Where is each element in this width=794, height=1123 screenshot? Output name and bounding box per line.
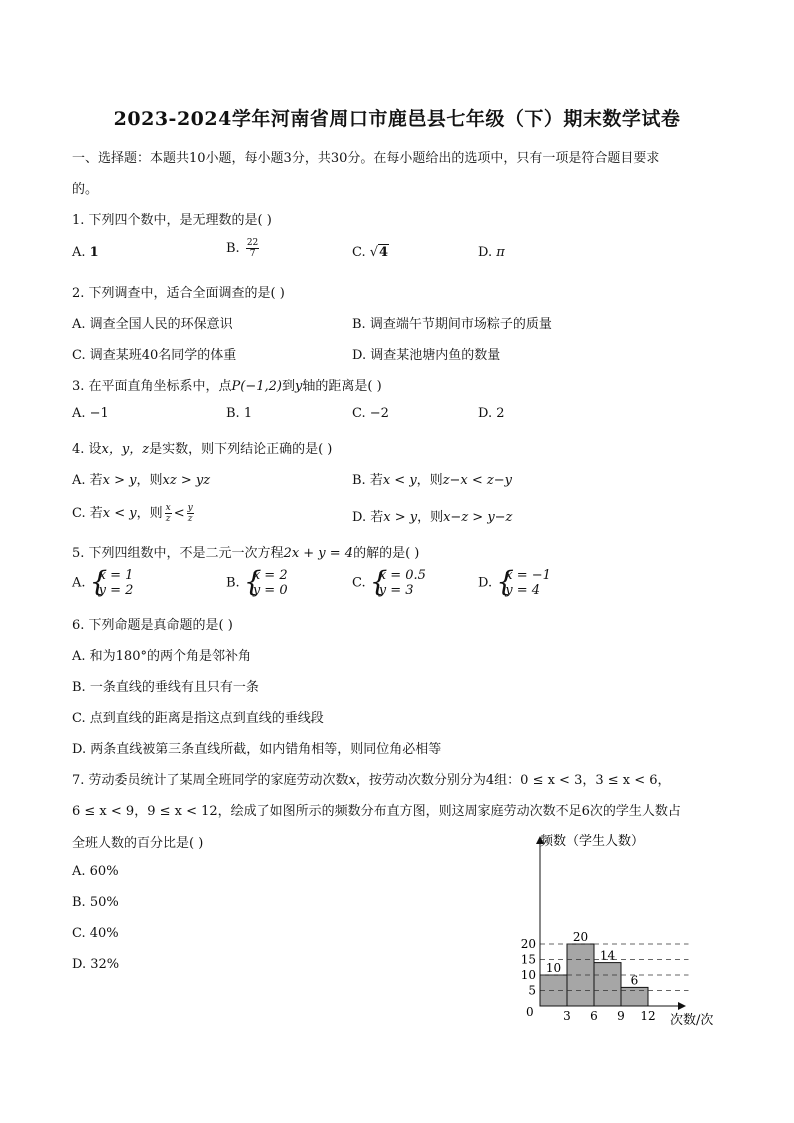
denominator: z <box>187 514 193 524</box>
q5-option-b[interactable] <box>226 565 288 598</box>
q1-option-a[interactable] <box>72 245 99 260</box>
option-value: π <box>496 245 505 260</box>
y-tick-label: 20 <box>520 937 536 951</box>
denominator: 7 <box>249 249 256 259</box>
fraction <box>246 238 259 259</box>
q3-stem-pre: 3. 在平面直角坐标系中，点 <box>72 379 232 394</box>
bar-data-label: 14 <box>599 948 616 963</box>
q7-line2: 6 ≤ x < 9，9 ≤ x < 12，绘成了如图所示的频数分布直方图，则这周家庭劳动次数不足6次的学生人数占 <box>72 804 681 819</box>
q2-option-b[interactable]: B. 调查端午节期间市场粽子的质量 <box>352 317 552 332</box>
x-axis-arrow <box>678 1002 686 1010</box>
q1-option-b[interactable] <box>226 238 261 259</box>
numerator: 22 <box>246 238 259 248</box>
bar-data-label: 20 <box>572 930 589 944</box>
q4-stem <box>72 438 332 457</box>
option-text: ，则 <box>417 510 444 525</box>
q4-stem-pre: 4. 设 <box>72 442 102 457</box>
q5-stem <box>72 542 419 561</box>
q6-option-c[interactable]: C. 点到直线的距离是指这点到直线的垂线段 <box>72 711 324 726</box>
equation-line: x = 0.5 <box>378 568 426 583</box>
q7-option-c[interactable]: C. 40% <box>72 926 119 941</box>
frequency-histogram <box>510 826 730 1036</box>
q7-line3: 全班人数的百分比是( ) <box>72 836 204 851</box>
equation-line: y = 3 <box>378 583 414 598</box>
x-tick-label: 9 <box>617 1009 625 1023</box>
q5-equation: 2x + y = 4 <box>283 546 354 561</box>
equation-system <box>369 565 426 598</box>
option-value: 1 <box>89 245 99 260</box>
condition: x < y <box>102 506 137 521</box>
q1-option-d[interactable] <box>478 245 505 260</box>
bar-data-label: 10 <box>545 961 562 975</box>
q3-point: P(−1,2) <box>231 379 283 394</box>
option-text: ，则 <box>136 473 163 488</box>
equation-system <box>496 565 551 598</box>
equation-system <box>243 565 288 598</box>
option-label: C. <box>352 245 370 260</box>
result: xz > yz <box>162 473 211 488</box>
equation-system <box>89 565 134 598</box>
q4-option-b[interactable] <box>352 469 512 488</box>
q4-option-a[interactable] <box>72 469 210 488</box>
q7-line1 <box>72 769 671 788</box>
left-brace: { <box>369 565 388 598</box>
q3-option-c[interactable]: C. −2 <box>352 406 389 421</box>
q6-option-a[interactable]: A. 和为180°的两个角是邻补角 <box>72 649 251 664</box>
q5-option-a[interactable] <box>72 565 134 598</box>
q6-stem: 6. 下列命题是真命题的是( ) <box>72 618 233 633</box>
x-tick-label: 12 <box>640 1009 656 1023</box>
q6-option-d[interactable]: D. 两条直线被第三条直线所截，如内错角相等，则同位角必相等 <box>72 742 442 757</box>
option-label: B. <box>226 575 244 591</box>
q7-var: x <box>348 773 356 788</box>
q3-option-b[interactable]: B. 1 <box>226 406 253 421</box>
q1-option-c[interactable] <box>352 245 389 260</box>
equation-line: y = 0 <box>252 583 288 598</box>
histogram-bar <box>594 963 621 1006</box>
option-text: ，则 <box>136 506 163 521</box>
y-tick-label: 5 <box>528 983 536 998</box>
q7-option-d[interactable]: D. 32% <box>72 957 120 972</box>
result: z−x < z−y <box>442 473 513 488</box>
result: x−z > y−z <box>443 510 513 525</box>
less-than: < <box>173 506 185 521</box>
square-root: √4 <box>369 245 389 260</box>
y-tick-label: 10 <box>520 968 536 982</box>
q3-stem-mid: 到 <box>282 379 296 394</box>
y-axis-title: 频数（学生人数） <box>540 834 645 849</box>
section-heading-line1: 一、选择题：本题共10小题，每小题3分，共30分。在每小题给出的选项中，只有一项是符合题目要求 <box>72 151 660 166</box>
q3-stem-post: 轴的距离是( ) <box>302 379 382 394</box>
q4-option-c[interactable] <box>72 502 196 524</box>
x-tick-label: 6 <box>590 1009 598 1023</box>
equation-line: x = −1 <box>505 568 551 583</box>
fraction-y-over-z <box>187 503 194 524</box>
option-text: C. 若 <box>72 506 103 521</box>
option-text: B. 若 <box>352 473 383 488</box>
q2-option-a[interactable]: A. 调查全国人民的环保意识 <box>72 317 233 332</box>
numerator: x <box>165 503 171 513</box>
option-label: A. <box>72 575 90 591</box>
q5-option-c[interactable] <box>352 565 426 598</box>
numerator: y <box>187 503 193 513</box>
q2-option-c[interactable]: C. 调查某班40名同学的体重 <box>72 348 237 363</box>
option-label: B. <box>226 241 244 256</box>
q5-stem-pre: 5. 下列四组数中，不是二元一次方程 <box>72 546 284 561</box>
condition: x < y <box>382 473 417 488</box>
x-axis-title: 次数/次 <box>670 1013 714 1028</box>
left-brace: { <box>243 565 262 598</box>
condition: x > y <box>102 473 137 488</box>
equation-line: y = 4 <box>505 583 541 598</box>
origin-label: 0 <box>526 1005 534 1019</box>
q4-option-d[interactable] <box>352 506 512 525</box>
q1-stem: 1. 下列四个数中，是无理数的是( ) <box>72 213 272 228</box>
q7-option-b[interactable]: B. 50% <box>72 895 119 910</box>
q7-line1-post: ，按劳动次数分别分为4组：0 ≤ x < 3，3 ≤ x < 6， <box>355 773 671 788</box>
q3-option-a[interactable]: A. −1 <box>72 406 109 421</box>
option-label: D. <box>478 245 497 260</box>
left-brace: { <box>89 565 108 598</box>
radicand: 4 <box>379 245 389 260</box>
q2-stem: 2. 下列调查中，适合全面调查的是( ) <box>72 286 285 301</box>
condition: x > y <box>383 510 418 525</box>
q7-line1-pre: 7. 劳动委员统计了某周全班同学的家庭劳动次数 <box>72 773 349 788</box>
equation-line: x = 1 <box>98 568 134 583</box>
q4-stem-post: 是实数，则下列结论正确的是( ) <box>149 442 333 457</box>
option-label: C. <box>352 575 370 591</box>
exam-title: 2023-2024学年河南省周口市鹿邑县七年级（下）期末数学试卷 <box>113 108 681 130</box>
bar-data-label: 6 <box>630 973 639 988</box>
x-tick-label: 3 <box>563 1009 571 1023</box>
option-text: ，则 <box>416 473 443 488</box>
q7-option-a[interactable]: A. 60% <box>72 864 119 879</box>
q3-option-d[interactable]: D. 2 <box>478 406 505 421</box>
option-label: D. <box>478 575 497 591</box>
equation-line: x = 2 <box>252 568 288 583</box>
option-text: A. 若 <box>72 473 103 488</box>
fraction-x-over-z <box>165 503 172 524</box>
option-text: D. 若 <box>352 510 384 525</box>
q5-option-d[interactable] <box>478 565 551 598</box>
left-brace: { <box>496 565 515 598</box>
q4-vars: x，y，z <box>101 442 150 457</box>
y-tick-label: 15 <box>520 952 536 967</box>
option-label: A. <box>72 245 90 260</box>
q5-stem-post: 的解的是( ) <box>353 546 420 561</box>
q3-stem <box>72 375 382 394</box>
q2-option-d[interactable]: D. 调查某池塘内鱼的数量 <box>352 348 501 363</box>
equation-line: y = 2 <box>98 583 134 598</box>
q6-option-b[interactable]: B. 一条直线的垂线有且只有一条 <box>72 680 259 695</box>
denominator: z <box>165 514 171 524</box>
q3-axis: y <box>295 379 303 394</box>
section-heading-line2: 的。 <box>72 182 99 197</box>
